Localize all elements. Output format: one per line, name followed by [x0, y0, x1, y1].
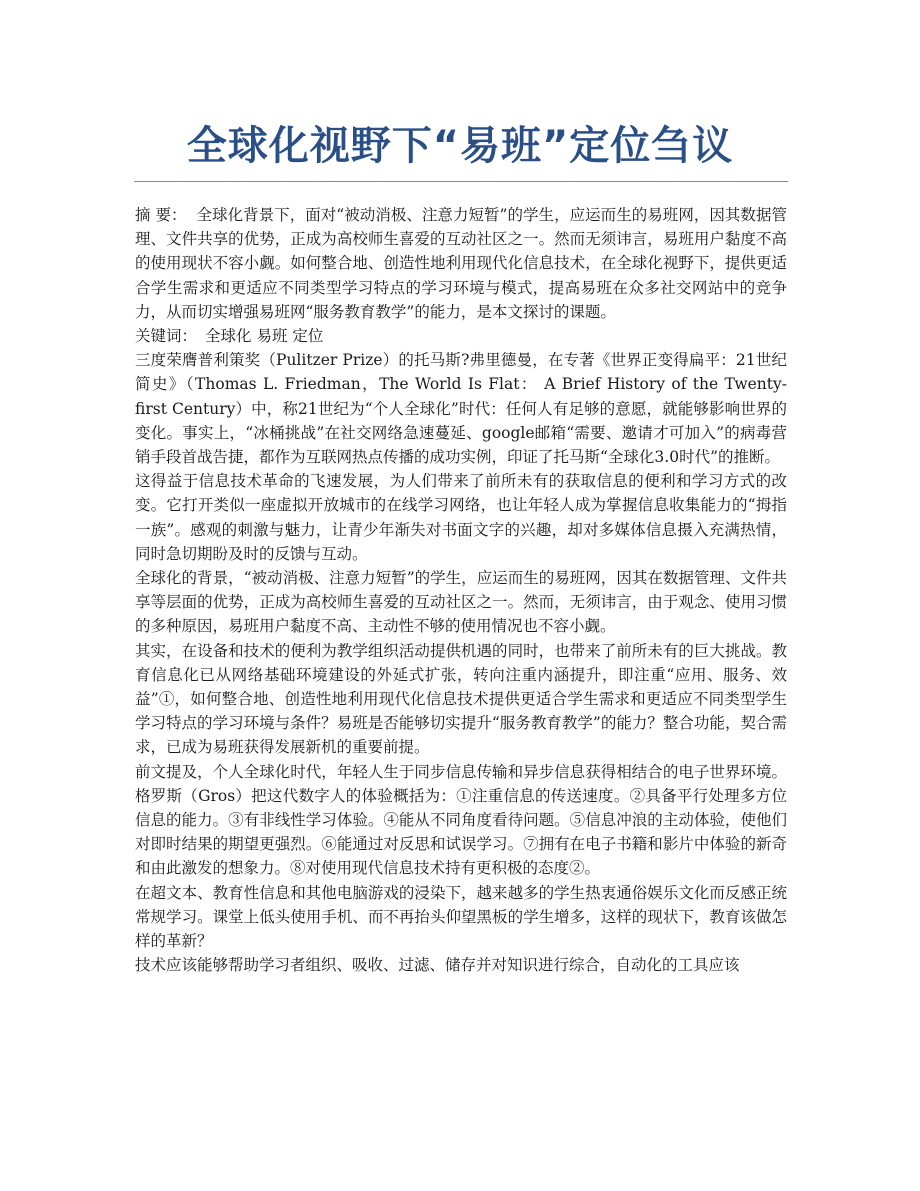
- document-body: [135, 203, 787, 978]
- paragraph: 三度荣膺普利策奖（Pulitzer Prize）的托马斯?弗里德曼，在专著《世界正变得扁平：21世纪简史》（Thomas L. Friedman，The World Is Flat： A Brief History of the Twenty-first Century）中，称21世纪为“个人全球化”时代：任何人有足够的意愿，就能够影响世界的变化。事实上，“冰桶挑战”在社交网络急速蔓延、google邮箱“需要、邀请才可加入”的病毒营销手段首战告捷，都作为互联网热点传播的成功实例，印证了托马斯“全球化3.0时代”的推断。: [135, 351, 787, 467]
- abstract-text: 全球化背景下，面对“被动消极、注意力短暂”的学生，应运而生的易班网，因其数据管理、文件共享的优势，正成为高校师生喜爱的互动社区之一。然而无须讳言，易班用户黏度不高的使用现状不容小觑。如何整合地、创造性地利用现代化信息技术，在全球化视野下，提供更适合学生需求和更适应不同类型学习特点的学习环境与模式，提高易班在众多社交网站中的竞争力，从而切实增强易班网“服务教育教学”的能力，是本文探讨的课题。: [135, 206, 787, 321]
- abstract: [135, 203, 787, 324]
- paragraph: 技术应该能够帮助学习者组织、吸收、过滤、储存并对知识进行综合，自动化的工具应该: [135, 956, 740, 975]
- keywords: [135, 324, 787, 348]
- abstract-label: 摘 要：: [135, 206, 187, 224]
- page-title: 全球化视野下“易班”定位刍议: [186, 123, 734, 169]
- paragraph: 其实，在设备和技术的便利为教学组织活动提供机遇的同时，也带来了前所未有的巨大挑战。教育信息化已从网络基础环境建设的外延式扩张，转向注重内涵提升，即注重“应用、服务、效益”①，如何整合地、创造性地利用现代化信息技术提供更适合学生需求和更适应不同类型学生学习特点的学习环境与条件？易班是否能够切实提升“服务教育教学”的能力？整合功能，契合需求，已成为易班获得发展新机的重要前提。: [135, 641, 787, 757]
- paragraph: 这得益于信息技术革命的飞速发展，为人们带来了前所未有的获取信息的便利和学习方式的改变。它打开类似一座虚拟开放城市的在线学习网络，也让年轻人成为掌握信息收集能力的“拇指一族”。感观的刺激与魅力，让青少年渐失对书面文字的兴趣，却对多媒体信息摄入充满热情，同时急切期盼及时的反馈与互动。: [135, 472, 787, 563]
- keywords-label: 关键词：: [135, 327, 198, 346]
- title-divider: [134, 181, 788, 182]
- keywords-text: 全球化 易班 定位: [205, 327, 324, 346]
- paragraph: 在超文本、教育性信息和其他电脑游戏的浸染下，越来越多的学生热衷通俗娱乐文化而反感正统常规学习。课堂上低头使用手机、而不再抬头仰望黑板的学生增多，这样的现状下，教育该做怎样的革新？: [135, 883, 787, 951]
- paragraph: 全球化的背景，“被动消极、注意力短暂”的学生，应运而生的易班网，因其在数据管理、文件共享等层面的优势，正成为高校师生喜爱的互动社区之一。然而，无须讳言，由于观念、使用习惯的多种原因，易班用户黏度不高、主动性不够的使用情况也不容小觑。: [135, 569, 787, 636]
- paragraph: 前文提及，个人全球化时代，年轻人生于同步信息传输和异步信息获得相结合的电子世界环境。格罗斯（Gros）把这代数字人的体验概括为：①注重信息的传送速度。②具备平行处理多方位信息的能力。③有非线性学习体验。④能从不同角度看待问题。⑤信息冲浪的主动体验，使他们对即时结果的期望更强烈。⑥能通过对反思和试误学习。⑦拥有在电子书籍和影片中体验的新奇和由此激发的想象力。⑧对使用现代信息技术持有更积极的态度②。: [135, 762, 787, 878]
